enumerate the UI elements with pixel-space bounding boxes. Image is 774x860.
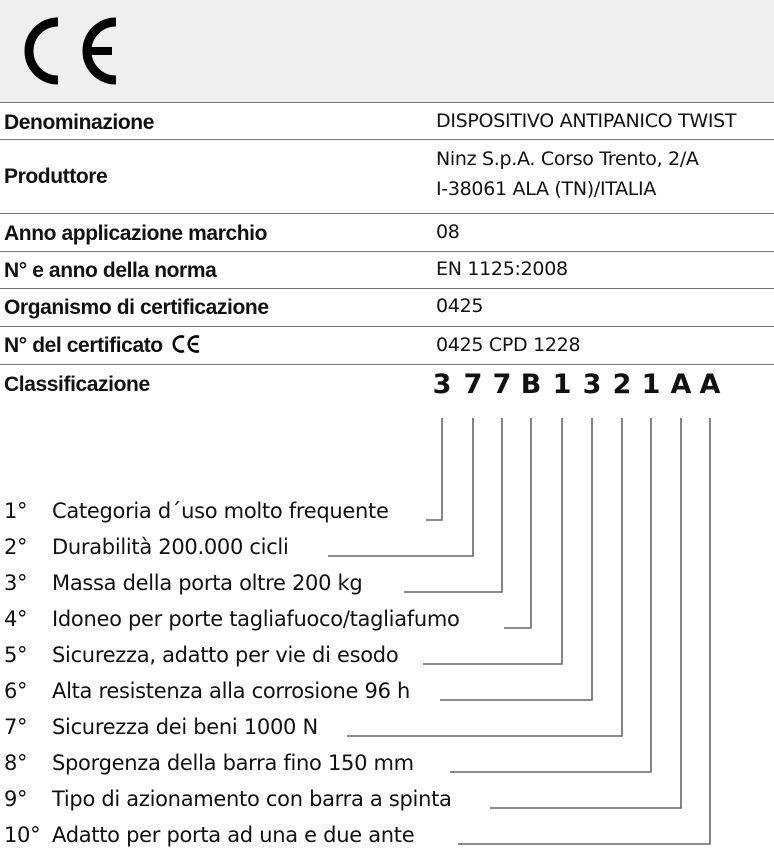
legend-text: Alta resistenza alla corrosione 96 h: [52, 679, 411, 703]
legend-text: Tipo di azionamento con barra a spinta: [52, 787, 452, 811]
row-label: Denominazione: [4, 111, 154, 134]
legend-number: 3°: [4, 571, 28, 595]
legend-text: Categoria d´uso molto frequente: [52, 499, 389, 523]
legend-number: 1°: [4, 499, 28, 523]
row-value: DISPOSITIVO ANTIPANICO TWIST: [436, 110, 737, 132]
code-char: B: [520, 369, 542, 400]
code-char: A: [699, 369, 721, 400]
legend-text: Durabilità 200.000 cicli: [52, 535, 289, 559]
connector-line: [450, 418, 651, 772]
code-char: 3: [432, 369, 452, 400]
legend-number: 5°: [4, 643, 28, 667]
connector-line: [426, 418, 442, 520]
code-char: 7: [463, 369, 483, 400]
row-value: 08: [436, 221, 460, 243]
row-label-text: N° del certificato: [4, 334, 163, 357]
legend-number: 10°: [4, 823, 41, 847]
legend-number: 7°: [4, 715, 28, 739]
legend-number: 8°: [4, 751, 28, 775]
connector-line: [504, 418, 531, 628]
legend-number: 4°: [4, 607, 28, 631]
row-label: Anno applicazione marchio: [4, 222, 268, 245]
legend-text: Idoneo per porte tagliafuoco/tagliafumo: [52, 607, 460, 631]
code-char: A: [670, 369, 692, 400]
row-value: I-38061 ALA (TN)/ITALIA: [436, 178, 657, 200]
legend-text: Massa della porta oltre 200 kg: [52, 571, 363, 595]
code-char: 7: [492, 369, 512, 400]
legend-number: 9°: [4, 787, 28, 811]
legend-text: Sporgenza della barra fino 150 mm: [52, 751, 414, 775]
legend-text: Sicurezza dei beni 1000 N: [52, 715, 318, 739]
code-char: 2: [612, 369, 632, 400]
legend-text: Sicurezza, adatto per vie di esodo: [52, 643, 399, 667]
connector-line: [458, 418, 710, 844]
legend-number: 2°: [4, 535, 28, 559]
code-char: 1: [552, 369, 572, 400]
row-label: N° e anno della norma: [4, 259, 217, 282]
row-value: EN 1125:2008: [436, 258, 568, 280]
row-label: Produttore: [4, 165, 108, 188]
row-label: Organismo di certificazione: [4, 296, 269, 319]
connector-line: [440, 418, 592, 700]
row-value: Ninz S.p.A. Corso Trento, 2/A: [436, 148, 699, 170]
row-value: 0425 CPD 1228: [436, 334, 581, 356]
legend-number: 6°: [4, 679, 28, 703]
legend-text: Adatto per porta ad una e due ante: [52, 823, 415, 847]
connector-line: [328, 418, 473, 556]
code-char: 3: [582, 369, 602, 400]
row-label: Classificazione: [4, 373, 150, 396]
connector-line: [404, 418, 502, 592]
row-value: 0425: [436, 295, 484, 317]
connector-line: [490, 418, 681, 808]
code-char: 1: [641, 369, 661, 400]
